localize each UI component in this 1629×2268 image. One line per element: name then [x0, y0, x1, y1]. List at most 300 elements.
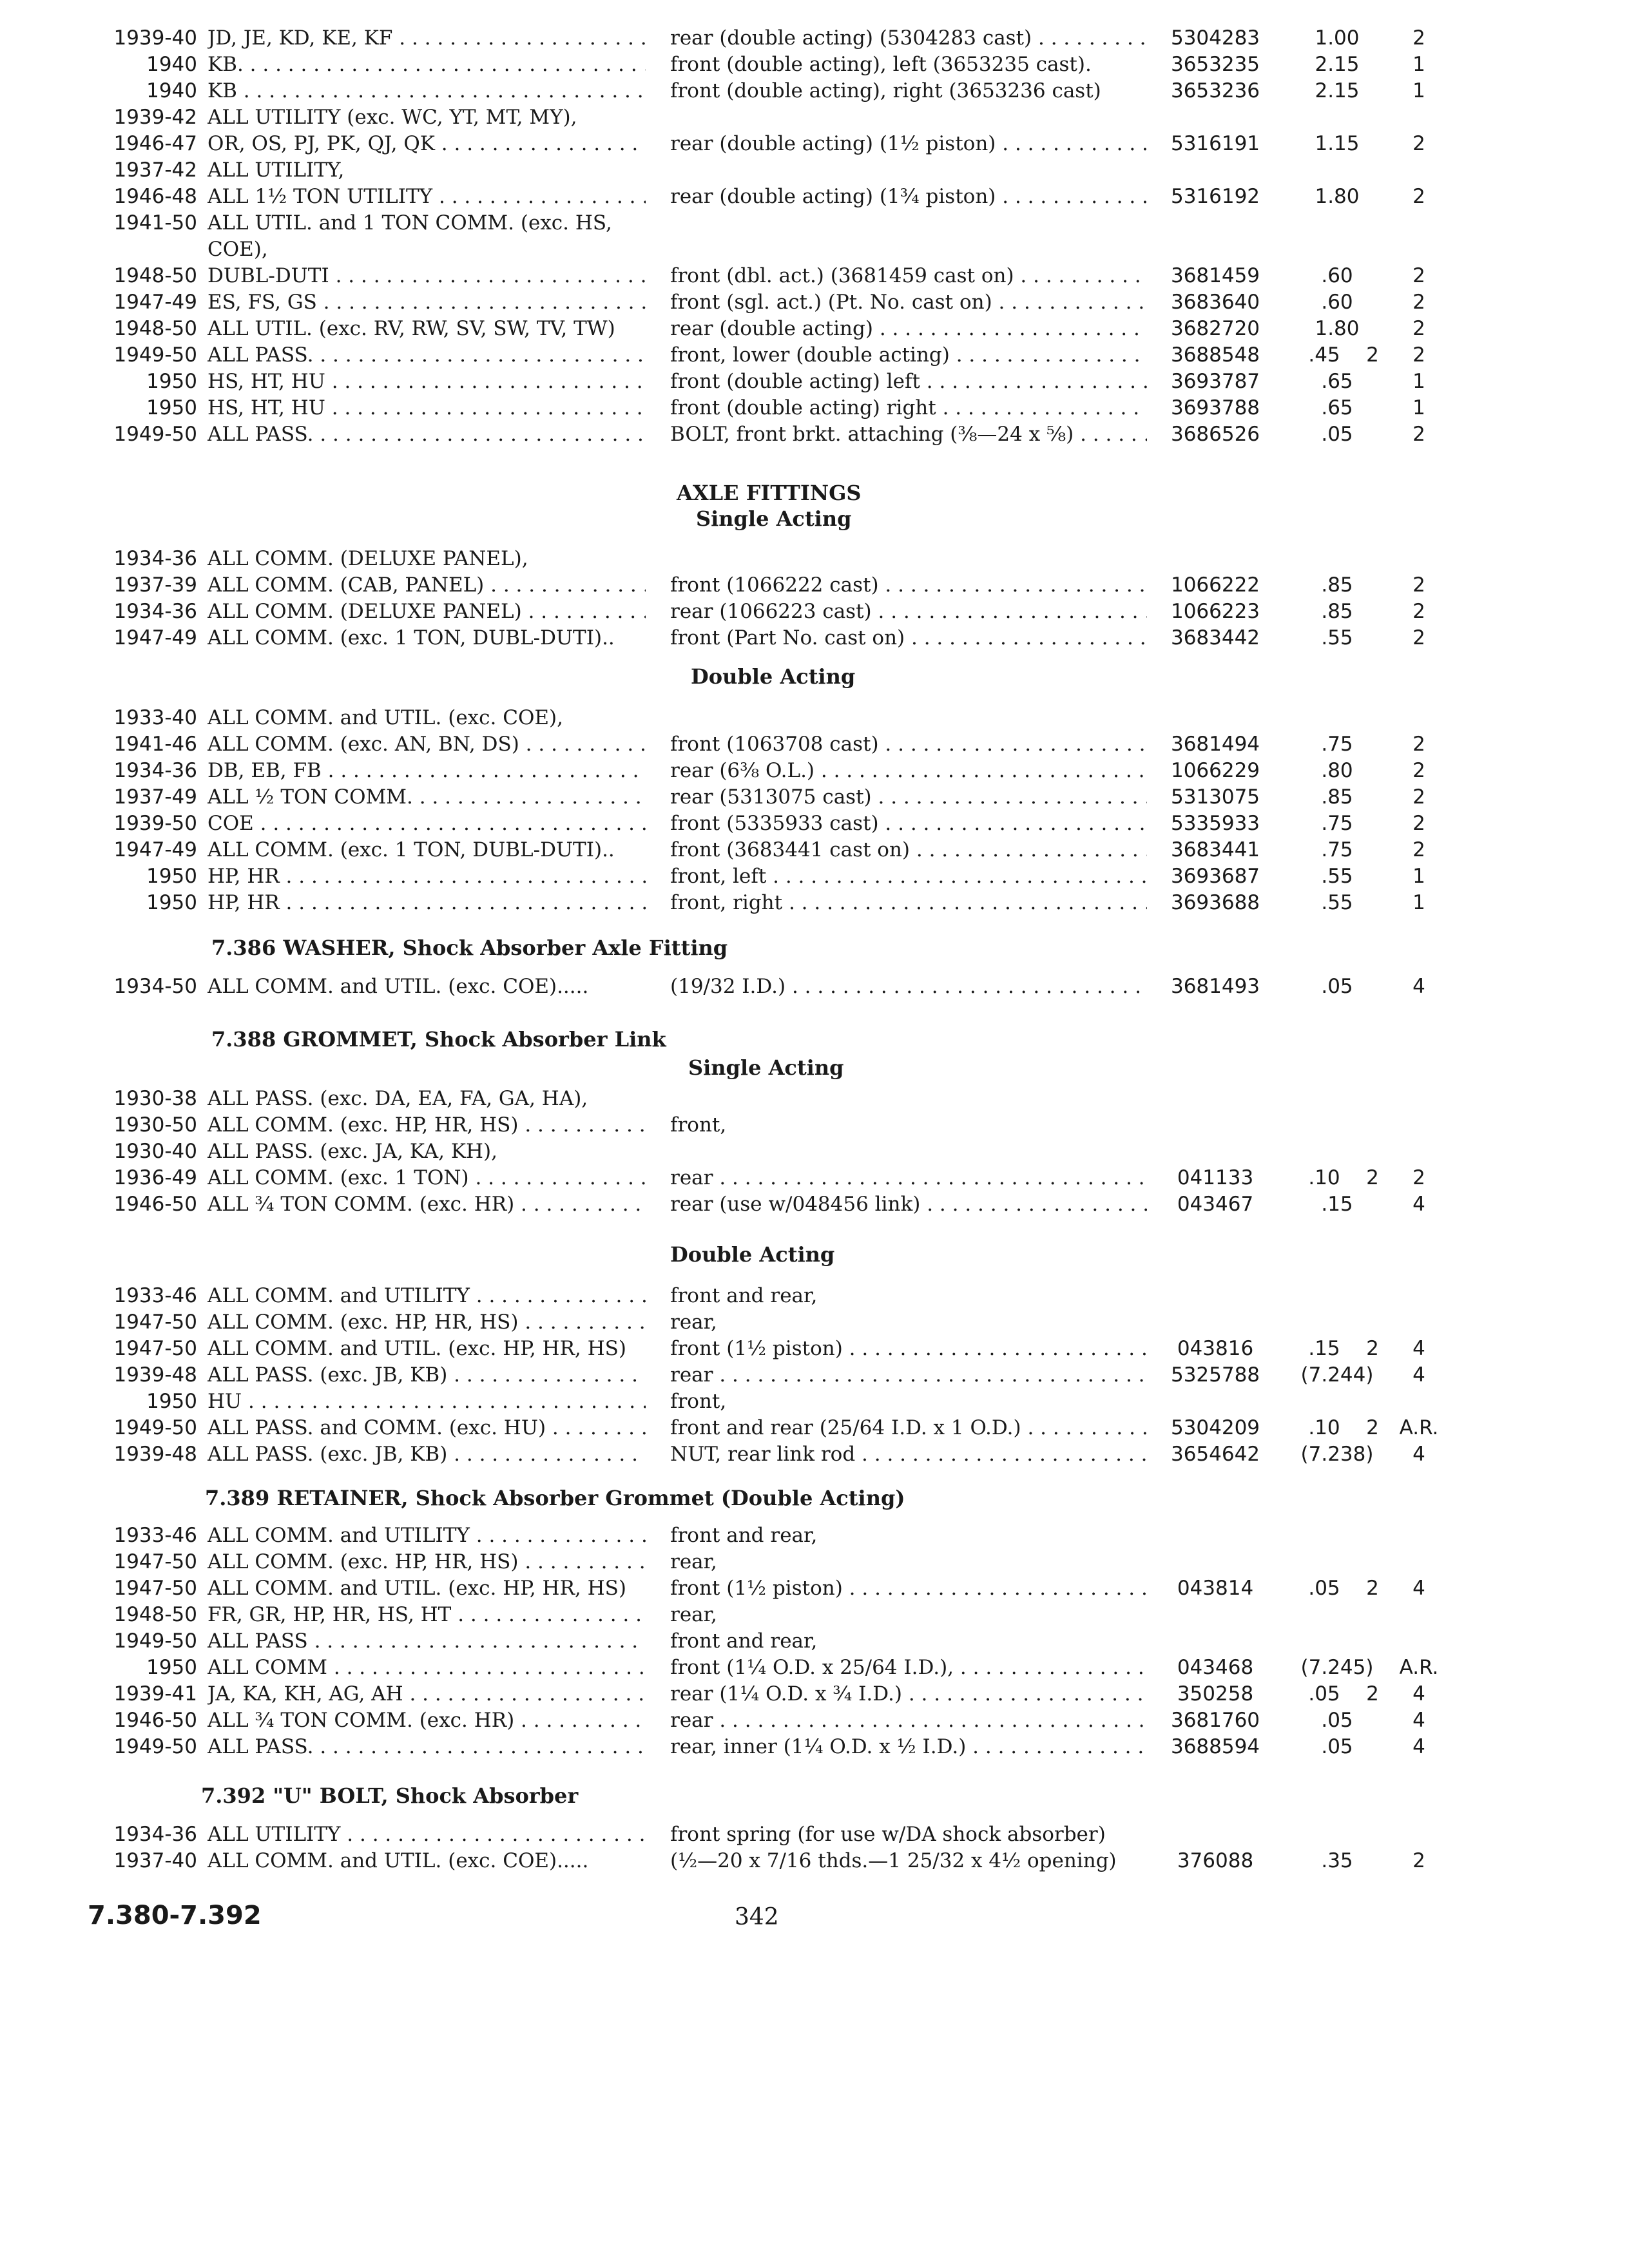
table-row: [0, 1309, 1629, 1336]
year-cell: 1947-49: [113, 291, 197, 314]
description-cell: front,: [670, 1390, 727, 1413]
model-cell: ALL COMM. (exc. AN, BN, DS) . . .: [207, 731, 646, 758]
table-row: [0, 77, 1629, 104]
model-cell: ALL COMM. (exc. 1 TON, DUBL-DUTI)..: [207, 838, 615, 861]
qty-cell: A.R.: [1399, 1656, 1439, 1679]
year-cell: 1934-36: [113, 759, 197, 782]
price-cell: .55: [1321, 891, 1353, 914]
year-cell: 1940: [146, 79, 197, 102]
qty-cell: A.R.: [1399, 1416, 1439, 1439]
year-cell: 1934-50: [113, 975, 197, 998]
model-cell: ALL 1½ TON UTILITY . . .: [207, 183, 646, 210]
table-row: [0, 863, 1629, 890]
description-cell: rear (double acting) . . .: [670, 315, 1147, 342]
qty-cell: 1: [1412, 891, 1425, 914]
description-cell: front,: [670, 1113, 727, 1137]
qty-cell: 4: [1412, 1682, 1425, 1706]
table-row: [0, 289, 1629, 316]
year-cell: 1937-42: [113, 159, 197, 182]
model-cell: ALL COMM. (CAB, PANEL) . . .: [207, 572, 646, 599]
qty-cell: 4: [1412, 1443, 1425, 1466]
price-cell: .15: [1321, 1193, 1353, 1216]
price-cell: (7.245): [1300, 1656, 1374, 1679]
description-cell: rear,: [670, 1550, 717, 1573]
price-cell: .85: [1321, 573, 1353, 597]
price-cell: .45: [1308, 343, 1340, 367]
year-cell: 1934-36: [113, 1823, 197, 1846]
description-cell: front, left . . .: [670, 863, 1147, 890]
table-row: [0, 1821, 1629, 1848]
table-row: [0, 1680, 1629, 1707]
year-cell: 1939-41: [113, 1682, 197, 1706]
table-row: [0, 1335, 1629, 1362]
qty-cell: 2: [1412, 291, 1425, 314]
part-number-cell: 3681459: [1170, 264, 1260, 287]
price-cell: .80: [1321, 759, 1353, 782]
description-cell: (½—20 x 7/16 thds.—1 25/32 x 4½ opening): [670, 1849, 1117, 1872]
table-row: [0, 1575, 1629, 1602]
year-cell: 1948-50: [113, 264, 197, 287]
year-cell: 1947-49: [113, 626, 197, 649]
table-row: [0, 157, 1629, 184]
year-cell: 1946-48: [113, 185, 197, 208]
year-cell: 1950: [146, 370, 197, 393]
description-cell: rear,: [670, 1311, 717, 1334]
price-cell: .65: [1321, 396, 1353, 419]
part-number-cell: 376088: [1177, 1849, 1254, 1872]
year-cell: 1941-46: [113, 733, 197, 756]
price-cell: (7.238): [1300, 1443, 1374, 1466]
table-row: [0, 183, 1629, 210]
description-cell: rear,: [670, 1603, 717, 1626]
description-cell: front, right . . .: [670, 889, 1147, 916]
year-cell: 1930-50: [113, 1113, 197, 1137]
year-cell: 1948-50: [113, 317, 197, 340]
table-row: [0, 104, 1629, 131]
model-cell: HU . . .: [207, 1388, 646, 1415]
year-cell: 1947-50: [113, 1550, 197, 1573]
price-cell: 1.80: [1315, 185, 1360, 208]
description-cell: front (Part No. cast on) . . .: [670, 624, 1147, 651]
description-cell: rear (double acting) (1¾ piston) . . .: [670, 183, 1147, 210]
description-cell: front (dbl. act.) (3681459 cast on) . . .: [670, 262, 1147, 289]
price-cell: .60: [1321, 264, 1353, 287]
table-row: [0, 1707, 1629, 1734]
model-cell: ALL PASS. . . .: [207, 1733, 646, 1760]
description-cell: BOLT, front brkt. attaching (⅜—24 x ⅝) . . .: [670, 421, 1147, 448]
price-cell: 1.00: [1315, 26, 1360, 50]
section-heading: Double Acting: [691, 664, 856, 689]
qty-cell: 4: [1412, 1735, 1425, 1758]
description-cell: front and rear,: [670, 1629, 818, 1653]
description-cell: front (3683441 cast on) . . .: [670, 836, 1147, 863]
year-cell: 1939-48: [113, 1443, 197, 1466]
part-number-cell: 3693688: [1170, 891, 1260, 914]
price-cell: .65: [1321, 370, 1353, 393]
part-number-cell: 350258: [1177, 1682, 1254, 1706]
section-heading: Single Acting: [688, 1055, 844, 1080]
table-row: [0, 1164, 1629, 1191]
qty-cell: 4: [1412, 1337, 1425, 1360]
table-row: [0, 1441, 1629, 1468]
price-cell: 2.15: [1315, 53, 1360, 76]
table-row: [0, 973, 1629, 1000]
year-cell: 1946-50: [113, 1193, 197, 1216]
qty-cell: 1: [1412, 370, 1425, 393]
model-cell: HS, HT, HU . . .: [207, 394, 646, 421]
section-heading: 7.388 GROMMET, Shock Absorber Link: [211, 1027, 666, 1052]
part-number-cell: 3681760: [1170, 1709, 1260, 1732]
qty-cell: 1: [1412, 79, 1425, 102]
year-cell: 1936-49: [113, 1166, 197, 1189]
model-cell: ALL ¾ TON COMM. (exc. HR) . . .: [207, 1191, 646, 1218]
price-cell: .15: [1308, 1337, 1340, 1360]
qty-cell: 2: [1412, 573, 1425, 597]
description-cell: rear . . .: [670, 1361, 1147, 1389]
table-row: [0, 1138, 1629, 1165]
year-cell: 1941-50: [113, 211, 197, 235]
table-row: [0, 1361, 1629, 1389]
price-cell: .05: [1321, 975, 1353, 998]
part-number-cell: 3654642: [1170, 1443, 1260, 1466]
qty-cell: 2: [1412, 812, 1425, 835]
model-cell: ALL COMM. and UTIL. (exc. COE).....: [207, 1849, 589, 1872]
price-cell: .85: [1321, 600, 1353, 623]
description-cell: front and rear (25/64 I.D. x 1 O.D.) . . .: [670, 1414, 1147, 1441]
part-number-cell: 043816: [1177, 1337, 1254, 1360]
model-cell: ALL UTILITY (exc. WC, YT, MT, MY),: [207, 106, 577, 129]
qty-cell: 4: [1412, 1363, 1425, 1387]
table-row: [0, 545, 1629, 572]
qty-cell: 2: [1412, 132, 1425, 155]
part-number-cell: 041133: [1177, 1166, 1254, 1189]
price-cell: 1.15: [1315, 132, 1360, 155]
part-number-cell: 3681493: [1170, 975, 1260, 998]
description-cell: front (double acting) right . . .: [670, 394, 1147, 421]
description-cell: front (1063708 cast) . . .: [670, 731, 1147, 758]
table-row: [0, 836, 1629, 863]
year-cell: 1937-40: [113, 1849, 197, 1872]
model-cell: ALL PASS. . . .: [207, 341, 646, 369]
part-number-cell: 3683441: [1170, 838, 1260, 861]
model-cell: ALL COMM. (exc. 1 TON, DUBL-DUTI)..: [207, 626, 615, 649]
price-cell: .85: [1321, 785, 1353, 809]
model-cell: JA, KA, KH, AG, AH . . .: [207, 1680, 646, 1707]
description-cell: rear (double acting) (5304283 cast) . . .: [670, 24, 1147, 52]
table-row: [0, 1548, 1629, 1575]
qty-cell: 2: [1412, 317, 1425, 340]
price-cell: .35: [1321, 1849, 1353, 1872]
qty-cell: 4: [1412, 975, 1425, 998]
table-row: [0, 889, 1629, 916]
qty-per-cell: 2: [1366, 1166, 1379, 1189]
year-cell: 1939-42: [113, 106, 197, 129]
model-cell: HP, HR . . .: [207, 863, 646, 890]
qty-cell: 2: [1412, 733, 1425, 756]
qty-per-cell: 2: [1366, 1337, 1379, 1360]
table-row: [0, 757, 1629, 784]
qty-cell: 1: [1412, 53, 1425, 76]
model-cell: ALL PASS. (exc. JB, KB) . . .: [207, 1441, 646, 1468]
description-cell: rear (5313075 cast) . . .: [670, 783, 1147, 811]
qty-cell: 2: [1412, 626, 1425, 649]
table-row: [0, 315, 1629, 342]
description-cell: front, lower (double acting) . . .: [670, 341, 1147, 369]
part-number-cell: 3693687: [1170, 865, 1260, 888]
table-row: [0, 1654, 1629, 1681]
year-cell: 1949-50: [113, 1416, 197, 1439]
model-cell: ES, FS, GS . . .: [207, 289, 646, 316]
part-number-cell: 1066229: [1170, 759, 1260, 782]
year-cell: 1939-40: [113, 26, 197, 50]
model-cell: ALL PASS . . .: [207, 1628, 646, 1655]
model-cell: FR, GR, HP, HR, HS, HT . . .: [207, 1601, 646, 1628]
part-number-cell: 5325788: [1170, 1363, 1260, 1387]
part-number-cell: 3653236: [1170, 79, 1260, 102]
description-cell: front (1½ piston) . . .: [670, 1335, 1147, 1362]
year-cell: 1947-50: [113, 1577, 197, 1600]
price-cell: 1.80: [1315, 317, 1360, 340]
part-number-cell: 1066223: [1170, 600, 1260, 623]
year-cell: 1946-50: [113, 1709, 197, 1732]
model-cell: ALL COMM . . .: [207, 1654, 646, 1681]
model-cell: DB, EB, FB . . .: [207, 757, 646, 784]
part-number-cell: 5316192: [1170, 185, 1260, 208]
description-cell: rear (1066223 cast) . . .: [670, 598, 1147, 625]
model-cell: DUBL-DUTI . . .: [207, 262, 646, 289]
price-cell: .05: [1321, 423, 1353, 446]
model-cell: ALL PASS. and COMM. (exc. HU) . . .: [207, 1414, 646, 1441]
part-number-cell: 043468: [1177, 1656, 1254, 1679]
description-cell: rear . . .: [670, 1707, 1147, 1734]
qty-cell: 1: [1412, 865, 1425, 888]
year-cell: 1947-49: [113, 838, 197, 861]
part-number-cell: 5335933: [1170, 812, 1260, 835]
table-row: [0, 236, 1629, 263]
year-cell: 1939-48: [113, 1363, 197, 1387]
model-cell: ALL COMM. (DELUXE PANEL) . . .: [207, 598, 646, 625]
qty-cell: 2: [1412, 26, 1425, 50]
model-cell: ALL COMM. (exc. 1 TON) . . .: [207, 1164, 646, 1191]
model-cell: ALL COMM. and UTIL. (exc. COE),: [207, 706, 563, 729]
year-cell: 1950: [146, 1390, 197, 1413]
part-number-cell: 3653235: [1170, 53, 1260, 76]
description-cell: front (sgl. act.) (Pt. No. cast on) . . .: [670, 289, 1147, 316]
part-number-cell: 3682720: [1170, 317, 1260, 340]
description-cell: rear, inner (1¼ O.D. x ½ I.D.) . . .: [670, 1733, 1147, 1760]
description-cell: rear (double acting) (1½ piston) . . .: [670, 130, 1147, 157]
model-cell: KB. . . .: [207, 51, 646, 78]
model-cell: ALL COMM. and UTILITY . . .: [207, 1282, 646, 1309]
year-cell: 1937-39: [113, 573, 197, 597]
year-cell: 1933-40: [113, 706, 197, 729]
price-cell: .60: [1321, 291, 1353, 314]
table-row: [0, 421, 1629, 448]
model-cell: COE),: [207, 238, 268, 261]
part-number-cell: 3681494: [1170, 733, 1260, 756]
table-row: [0, 1522, 1629, 1549]
model-cell: ALL COMM. (exc. HP, HR, HS) . . .: [207, 1111, 646, 1139]
table-row: [0, 704, 1629, 731]
qty-cell: 2: [1412, 423, 1425, 446]
model-cell: JD, JE, KD, KE, KF . . .: [207, 24, 646, 52]
part-number-cell: 3683640: [1170, 291, 1260, 314]
price-cell: (7.244): [1300, 1363, 1374, 1387]
year-cell: 1950: [146, 1656, 197, 1679]
price-cell: .75: [1321, 733, 1353, 756]
model-cell: ALL COMM. (exc. HP, HR, HS) . . .: [207, 1548, 646, 1575]
model-cell: ALL PASS. (exc. JB, KB) . . .: [207, 1361, 646, 1389]
description-cell: (19/32 I.D.) . . .: [670, 973, 1147, 1000]
table-row: [0, 1111, 1629, 1139]
year-cell: 1930-40: [113, 1140, 197, 1163]
table-row: [0, 1733, 1629, 1760]
year-cell: 1947-50: [113, 1337, 197, 1360]
part-number-cell: 3686526: [1170, 423, 1260, 446]
model-cell: ALL PASS. (exc. DA, EA, FA, GA, HA),: [207, 1087, 588, 1110]
qty-cell: 2: [1412, 1849, 1425, 1872]
price-cell: .05: [1321, 1709, 1353, 1732]
year-cell: 1937-49: [113, 785, 197, 809]
qty-cell: 1: [1412, 396, 1425, 419]
model-cell: ALL COMM. (DELUXE PANEL),: [207, 547, 528, 570]
description-cell: rear (6⅜ O.L.) . . .: [670, 757, 1147, 784]
model-cell: HP, HR . . .: [207, 889, 646, 916]
description-cell: rear (use w/048456 link) . . .: [670, 1191, 1147, 1218]
part-number-cell: 5313075: [1170, 785, 1260, 809]
price-cell: .75: [1321, 812, 1353, 835]
part-number-cell: 1066222: [1170, 573, 1260, 597]
price-cell: .05: [1308, 1682, 1340, 1706]
table-row: [0, 810, 1629, 837]
description-cell: front spring (for use w/DA shock absorber): [670, 1823, 1106, 1846]
part-number-cell: 5316191: [1170, 132, 1260, 155]
year-cell: 1940: [146, 53, 197, 76]
part-number-cell: 3693787: [1170, 370, 1260, 393]
part-number-cell: 5304209: [1170, 1416, 1260, 1439]
model-cell: ALL COMM. and UTIL. (exc. HP, HR, HS): [207, 1337, 626, 1360]
model-cell: ALL COMM. (exc. HP, HR, HS) . . .: [207, 1309, 646, 1336]
price-cell: .55: [1321, 626, 1353, 649]
model-cell: COE . . .: [207, 810, 646, 837]
year-cell: 1950: [146, 396, 197, 419]
qty-cell: 2: [1412, 785, 1425, 809]
model-cell: ALL PASS. (exc. JA, KA, KH),: [207, 1140, 497, 1163]
table-row: [0, 783, 1629, 811]
year-cell: 1934-36: [113, 600, 197, 623]
year-cell: 1933-46: [113, 1284, 197, 1307]
section-heading: Single Acting: [696, 506, 852, 531]
year-cell: 1949-50: [113, 1735, 197, 1758]
qty-cell: 2: [1412, 1166, 1425, 1189]
table-row: [0, 1085, 1629, 1112]
model-cell: ALL COMM. and UTILITY . . .: [207, 1522, 646, 1549]
price-cell: .55: [1321, 865, 1353, 888]
description-cell: front and rear,: [670, 1524, 818, 1547]
table-row: [0, 209, 1629, 236]
description-cell: front (double acting), left (3653235 cast).: [670, 53, 1092, 76]
table-row: [0, 1414, 1629, 1441]
table-row: [0, 731, 1629, 758]
description-cell: front (double acting), right (3653236 cast): [670, 79, 1101, 102]
table-row: [0, 1628, 1629, 1655]
model-cell: HS, HT, HU . . .: [207, 368, 646, 395]
part-number-cell: 043467: [1177, 1193, 1254, 1216]
qty-per-cell: 2: [1366, 1682, 1379, 1706]
price-cell: .10: [1308, 1166, 1340, 1189]
table-row: [0, 1388, 1629, 1415]
table-row: [0, 598, 1629, 625]
description-cell: NUT, rear link rod . . .: [670, 1441, 1147, 1468]
qty-cell: 2: [1412, 343, 1425, 367]
qty-per-cell: 2: [1366, 1416, 1379, 1439]
table-row: [0, 262, 1629, 289]
year-cell: 1939-50: [113, 812, 197, 835]
description-cell: front (double acting) left . . .: [670, 368, 1147, 395]
price-cell: 2.15: [1315, 79, 1360, 102]
section-heading: 7.389 RETAINER, Shock Absorber Grommet (Double Acting): [205, 1486, 905, 1510]
year-cell: 1949-50: [113, 423, 197, 446]
section-heading: 7.386 WASHER, Shock Absorber Axle Fitting: [211, 936, 728, 960]
table-row: [0, 368, 1629, 395]
part-number-cell: 3688594: [1170, 1735, 1260, 1758]
section-heading: AXLE FITTINGS: [677, 481, 862, 505]
qty-cell: 2: [1412, 185, 1425, 208]
qty-per-cell: 2: [1366, 1577, 1379, 1600]
qty-cell: 4: [1412, 1709, 1425, 1732]
table-row: [0, 394, 1629, 421]
model-cell: ALL UTILITY . . .: [207, 1821, 646, 1848]
price-cell: .10: [1308, 1416, 1340, 1439]
part-number-cell: 3693788: [1170, 396, 1260, 419]
description-cell: front (5335933 cast) . . .: [670, 810, 1147, 837]
part-number-cell: 3688548: [1170, 343, 1260, 367]
price-cell: .05: [1308, 1577, 1340, 1600]
section-heading: 7.392 "U" BOLT, Shock Absorber: [201, 1783, 579, 1808]
section-heading: Double Acting: [670, 1242, 835, 1267]
year-cell: 1947-50: [113, 1311, 197, 1334]
year-cell: 1948-50: [113, 1603, 197, 1626]
description-cell: front (1½ piston) . . .: [670, 1575, 1147, 1602]
year-cell: 1934-36: [113, 547, 197, 570]
model-cell: ALL ¾ TON COMM. (exc. HR) . . .: [207, 1707, 646, 1734]
year-cell: 1950: [146, 865, 197, 888]
model-cell: ALL COMM. and UTIL. (exc. HP, HR, HS): [207, 1577, 626, 1600]
year-cell: 1946-47: [113, 132, 197, 155]
table-row: [0, 1847, 1629, 1874]
description-cell: rear . . .: [670, 1164, 1147, 1191]
description-cell: front (1¼ O.D. x 25/64 I.D.), . . .: [670, 1654, 1147, 1681]
year-cell: 1930-38: [113, 1087, 197, 1110]
qty-cell: 2: [1412, 264, 1425, 287]
qty-cell: 2: [1412, 600, 1425, 623]
model-cell: ALL COMM. and UTIL. (exc. COE).....: [207, 975, 589, 998]
table-row: [0, 1601, 1629, 1628]
qty-cell: 4: [1412, 1577, 1425, 1600]
table-row: [0, 51, 1629, 78]
part-number-cell: 3683442: [1170, 626, 1260, 649]
table-row: [0, 1282, 1629, 1309]
price-cell: .75: [1321, 838, 1353, 861]
qty-cell: 2: [1412, 838, 1425, 861]
qty-cell: 2: [1412, 759, 1425, 782]
table-row: [0, 1191, 1629, 1218]
model-cell: KB . . .: [207, 77, 646, 104]
year-cell: 1950: [146, 891, 197, 914]
table-row: [0, 24, 1629, 52]
price-cell: .05: [1321, 1735, 1353, 1758]
footer-page-number: 342: [735, 1904, 779, 1930]
